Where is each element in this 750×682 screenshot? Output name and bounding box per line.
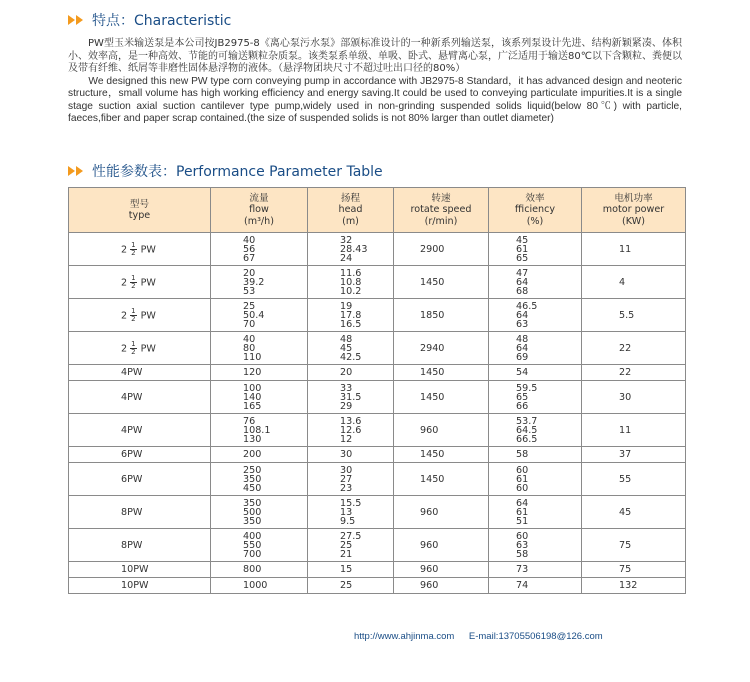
cell-flow-value: 20 xyxy=(243,267,256,279)
cell-efficiency-value: 66.5 xyxy=(516,433,538,445)
cell-head-value: 12.6 xyxy=(340,424,362,436)
table-row xyxy=(69,496,686,529)
cell-head-value: 23 xyxy=(340,482,353,494)
cell-speed xyxy=(394,365,489,381)
cell-flow-value: 40 xyxy=(243,234,256,246)
cell-flow-value: 350 xyxy=(243,497,262,509)
cell-flow xyxy=(211,529,308,562)
header-type: 型号 type xyxy=(69,188,211,233)
cell-head-value: 31.5 xyxy=(340,391,362,403)
cell-type xyxy=(69,233,211,266)
cell-efficiency xyxy=(489,529,582,562)
cell-efficiency-value: 60 xyxy=(516,482,529,494)
cell-power-value: 11 xyxy=(619,243,632,255)
cell-head-value: 24 xyxy=(340,252,353,264)
cell-head-value: 27 xyxy=(340,473,353,485)
table-row xyxy=(69,414,686,447)
cell-flow-value: 56 xyxy=(243,243,256,255)
cell-flow xyxy=(211,381,308,414)
cell-flow-value: 108.1 xyxy=(243,424,271,436)
cell-efficiency-value: 63 xyxy=(516,539,529,551)
cell-efficiency-value: 60 xyxy=(516,530,529,542)
header-head: 扬程 head (m) xyxy=(308,188,394,233)
type-whole: 2 xyxy=(121,244,128,255)
cell-flow-value: 500 xyxy=(243,506,262,518)
cell-head-value: 25 xyxy=(340,539,353,551)
cell-efficiency-value: 73 xyxy=(516,564,529,575)
type-value xyxy=(69,341,210,356)
cell-power-value: 55 xyxy=(619,473,632,485)
fraction-half: $\frac{1}{2}$ xyxy=(131,240,136,257)
cell-head-value: 17.8 xyxy=(340,309,362,321)
cell-speed-value: 2900 xyxy=(420,243,445,255)
cell-efficiency-value: 60 xyxy=(516,464,529,476)
type-value: 4PW xyxy=(121,424,143,436)
type-value: 4PW xyxy=(121,391,143,403)
cell-flow-value: 76 xyxy=(243,415,256,427)
header-power: 电机功率 motor power (KW) xyxy=(582,188,686,233)
cell-head-value: 9.5 xyxy=(340,515,356,527)
cell-speed xyxy=(394,414,489,447)
header-efficiency: 效率 fficiency (%) xyxy=(489,188,582,233)
cell-flow-value: 80 xyxy=(243,342,256,354)
cell-power-value: 132 xyxy=(619,580,638,591)
cell-flow-value: 130 xyxy=(243,433,262,445)
table-row xyxy=(69,233,686,266)
cell-flow-value: 700 xyxy=(243,548,262,560)
cell-efficiency xyxy=(489,496,582,529)
cell-type xyxy=(69,299,211,332)
table-row xyxy=(69,447,686,463)
cell-efficiency-value: 54 xyxy=(516,367,529,378)
cell-type xyxy=(69,365,211,381)
cell-speed xyxy=(394,562,489,578)
cell-flow-value: 800 xyxy=(243,564,262,575)
cell-efficiency-value: 48 xyxy=(516,333,529,345)
cell-efficiency-value: 61 xyxy=(516,473,529,485)
cell-speed xyxy=(394,496,489,529)
cell-power xyxy=(582,414,686,447)
cell-efficiency-value: 65 xyxy=(516,252,529,264)
double-arrow-icon xyxy=(68,15,84,25)
cell-flow-value: 1000 xyxy=(243,580,268,591)
cell-power xyxy=(582,266,686,299)
cell-head xyxy=(308,414,394,447)
cell-speed-value: 1450 xyxy=(420,367,445,378)
characteristic-title: 特点：Characteristic xyxy=(92,13,232,29)
type-suffix: PW xyxy=(140,343,156,354)
cell-efficiency-value: 64 xyxy=(516,497,529,509)
cell-flow xyxy=(211,266,308,299)
cell-type xyxy=(69,381,211,414)
cell-efficiency-value: 45 xyxy=(516,234,529,246)
type-value xyxy=(69,308,210,323)
table-row xyxy=(69,463,686,496)
table-row xyxy=(69,562,686,578)
cell-head-value: 30 xyxy=(340,464,353,476)
cell-speed-value: 2940 xyxy=(420,342,445,354)
cell-speed xyxy=(394,266,489,299)
cell-efficiency-value: 69 xyxy=(516,351,529,363)
cell-power xyxy=(582,447,686,463)
cell-flow xyxy=(211,233,308,266)
characteristic-heading xyxy=(68,10,231,30)
cell-flow-value: 50.4 xyxy=(243,309,265,321)
cell-type xyxy=(69,332,211,365)
cell-head-value: 19 xyxy=(340,300,353,312)
cell-efficiency xyxy=(489,266,582,299)
table-row xyxy=(69,578,686,594)
cell-flow-value: 350 xyxy=(243,473,262,485)
cell-speed xyxy=(394,299,489,332)
cell-flow xyxy=(211,496,308,529)
cell-head-value: 20 xyxy=(340,367,353,378)
cell-head-value: 16.5 xyxy=(340,318,362,330)
header-flow: 流量 flow (m³/h) xyxy=(211,188,308,233)
cell-efficiency-value: 58 xyxy=(516,548,529,560)
cell-power xyxy=(582,529,686,562)
cell-power xyxy=(582,381,686,414)
cell-efficiency xyxy=(489,463,582,496)
cell-head xyxy=(308,529,394,562)
cell-power-value: 37 xyxy=(619,449,632,460)
cell-head-value: 12 xyxy=(340,433,353,445)
cell-head-value: 10.8 xyxy=(340,276,362,288)
cell-flow-value: 140 xyxy=(243,391,262,403)
cell-flow-value: 40 xyxy=(243,333,256,345)
cell-power xyxy=(582,299,686,332)
cell-speed-value: 1450 xyxy=(420,473,445,485)
cell-speed xyxy=(394,233,489,266)
table-row xyxy=(69,266,686,299)
cell-power xyxy=(582,332,686,365)
cell-efficiency-value: 53.7 xyxy=(516,415,538,427)
cell-efficiency-value: 63 xyxy=(516,318,529,330)
type-whole: 2 xyxy=(121,277,128,288)
type-value xyxy=(69,242,210,257)
cell-flow-value: 53 xyxy=(243,285,256,297)
type-value: 6PW xyxy=(121,473,143,485)
email-link[interactable]: E-mail:13705506198@126.com xyxy=(468,631,603,642)
cell-head xyxy=(308,233,394,266)
cell-flow xyxy=(211,299,308,332)
cell-efficiency xyxy=(489,299,582,332)
cell-speed-value: 960 xyxy=(420,564,439,575)
cell-speed xyxy=(394,332,489,365)
cell-flow-value: 550 xyxy=(243,539,262,551)
cell-power xyxy=(582,463,686,496)
table-row xyxy=(69,381,686,414)
cell-efficiency-value: 59.5 xyxy=(516,382,538,394)
type-suffix: PW xyxy=(140,277,156,288)
table-body xyxy=(69,233,686,594)
cell-flow-value: 350 xyxy=(243,515,262,527)
cell-head-value: 11.6 xyxy=(340,267,362,279)
type-suffix: PW xyxy=(140,310,156,321)
cell-flow-value: 450 xyxy=(243,482,262,494)
performance-heading xyxy=(68,161,383,181)
cell-speed xyxy=(394,578,489,594)
footer-contact xyxy=(354,631,603,642)
cell-type xyxy=(69,562,211,578)
cell-efficiency xyxy=(489,365,582,381)
cell-flow-value: 200 xyxy=(243,449,262,460)
type-value: 8PW xyxy=(121,506,143,518)
cell-head-value: 13 xyxy=(340,506,353,518)
cell-head xyxy=(308,381,394,414)
cell-speed-value: 1850 xyxy=(420,309,445,321)
type-whole: 2 xyxy=(121,343,128,354)
cell-flow xyxy=(211,332,308,365)
cell-head-value: 13.6 xyxy=(340,415,362,427)
cell-speed-value: 1450 xyxy=(420,449,445,460)
cell-speed-value: 1450 xyxy=(420,391,445,403)
cell-flow-value: 25 xyxy=(243,300,256,312)
cell-efficiency xyxy=(489,447,582,463)
cell-efficiency-value: 64 xyxy=(516,342,529,354)
cell-flow-value: 165 xyxy=(243,400,262,412)
cell-power xyxy=(582,233,686,266)
cell-flow xyxy=(211,447,308,463)
cell-head-value: 29 xyxy=(340,400,353,412)
cell-head-value: 10.2 xyxy=(340,285,362,297)
cell-power-value: 22 xyxy=(619,342,632,354)
cell-type xyxy=(69,463,211,496)
performance-table xyxy=(68,187,686,594)
cell-efficiency-value: 61 xyxy=(516,243,529,255)
performance-title: 性能参数表：Performance Parameter Table xyxy=(92,164,383,180)
cell-efficiency xyxy=(489,332,582,365)
type-whole: 2 xyxy=(121,310,128,321)
fraction-half: $\frac{1}{2}$ xyxy=(131,339,136,356)
cell-flow-value: 250 xyxy=(243,464,262,476)
website-link[interactable]: http://www.ahjinma.com xyxy=(354,631,455,642)
cell-head xyxy=(308,463,394,496)
cell-head-value: 15.5 xyxy=(340,497,362,509)
cell-speed-value: 960 xyxy=(420,506,439,518)
cell-head xyxy=(308,562,394,578)
cell-head xyxy=(308,299,394,332)
cell-head xyxy=(308,266,394,299)
cell-head-value: 42.5 xyxy=(340,351,362,363)
cell-head-value: 45 xyxy=(340,342,353,354)
cell-flow xyxy=(211,365,308,381)
cell-head xyxy=(308,447,394,463)
cell-flow-value: 100 xyxy=(243,382,262,394)
cell-flow-value: 400 xyxy=(243,530,262,542)
cell-head-value: 33 xyxy=(340,382,353,394)
cell-speed-value: 960 xyxy=(420,424,439,436)
cell-efficiency-value: 47 xyxy=(516,267,529,279)
cell-power xyxy=(582,365,686,381)
cell-efficiency-value: 68 xyxy=(516,285,529,297)
type-value: 6PW xyxy=(121,449,143,460)
cell-flow-value: 70 xyxy=(243,318,256,330)
cell-head-value: 28.43 xyxy=(340,243,368,255)
cell-speed xyxy=(394,381,489,414)
cell-speed xyxy=(394,447,489,463)
cell-efficiency-value: 58 xyxy=(516,449,529,460)
cell-type xyxy=(69,447,211,463)
cell-efficiency-value: 66 xyxy=(516,400,529,412)
cell-head-value: 30 xyxy=(340,449,353,460)
cell-type xyxy=(69,578,211,594)
cell-flow xyxy=(211,578,308,594)
type-value: 10PW xyxy=(121,564,149,575)
cell-efficiency xyxy=(489,562,582,578)
cell-efficiency xyxy=(489,414,582,447)
cell-speed xyxy=(394,529,489,562)
cell-efficiency-value: 65 xyxy=(516,391,529,403)
cell-efficiency xyxy=(489,233,582,266)
cell-head-value: 15 xyxy=(340,564,353,575)
cell-power-value: 75 xyxy=(619,564,632,575)
fraction-half: $\frac{1}{2}$ xyxy=(131,306,136,323)
cell-power-value: 5.5 xyxy=(619,309,635,321)
cell-power-value: 45 xyxy=(619,506,632,518)
cell-power xyxy=(582,562,686,578)
cell-head xyxy=(308,332,394,365)
cell-head-value: 21 xyxy=(340,548,353,560)
cell-speed-value: 1450 xyxy=(420,276,445,288)
cell-power-value: 75 xyxy=(619,539,632,551)
cell-efficiency xyxy=(489,578,582,594)
cell-power-value: 30 xyxy=(619,391,632,403)
table-row xyxy=(69,299,686,332)
cell-type xyxy=(69,529,211,562)
cell-flow xyxy=(211,463,308,496)
cell-head xyxy=(308,578,394,594)
type-value xyxy=(69,275,210,290)
double-arrow-icon xyxy=(68,166,84,176)
cell-head-value: 32 xyxy=(340,234,353,246)
cell-efficiency-value: 51 xyxy=(516,515,529,527)
cell-flow xyxy=(211,562,308,578)
cell-efficiency-value: 64 xyxy=(516,276,529,288)
cell-flow xyxy=(211,414,308,447)
table-row xyxy=(69,365,686,381)
cell-head-value: 48 xyxy=(340,333,353,345)
cell-power xyxy=(582,578,686,594)
cell-flow-value: 39.2 xyxy=(243,276,265,288)
characteristic-cn-paragraph: PW型玉米输送泵是本公司按JB2975-8《离心泵污水泵》部颁标准设计的一种新系列输送泵，该系列泵设计先进、结构新颖紧凑、体积小、效率高，是一种高效、节能的可输送颗粒杂质泵。该类泵系单级、单吸、卧式、悬臂离心泵，广泛适用于输送80℃以下含颗粒、粪便以及带有纤维、纸屑等非磨性固体悬浮物的液体。（悬浮物团块尺寸不超过吐出口径的80%） xyxy=(68,38,682,74)
cell-head xyxy=(308,365,394,381)
type-suffix: PW xyxy=(140,244,156,255)
table-row xyxy=(69,332,686,365)
cell-head-value: 25 xyxy=(340,580,353,591)
fraction-half: $\frac{1}{2}$ xyxy=(131,273,136,290)
cell-flow-value: 67 xyxy=(243,252,256,264)
cell-power-value: 22 xyxy=(619,367,632,378)
cell-type xyxy=(69,496,211,529)
characteristic-en-paragraph: We designed this new PW type corn conveying pump in accordance with JB2975-8 Standard，it has advanced design and neoteric structure，small volume has high working efficiency and energy saving.It could be used to conveying particulate impurities.It is a single stage suction axial suction cantilever type pump,widely used in non-grinding suspended solids liquid(below 80℃) with particle, faeces,fiber and paper scrap contained.(the size of suspended solids is not 80% larger than outlet diameter) xyxy=(68,75,682,124)
type-value: 4PW xyxy=(121,367,143,378)
cell-efficiency-value: 64.5 xyxy=(516,424,538,436)
cell-type xyxy=(69,414,211,447)
type-value: 8PW xyxy=(121,539,143,551)
cell-speed xyxy=(394,463,489,496)
cell-power-value: 4 xyxy=(619,276,626,288)
cell-efficiency-value: 64 xyxy=(516,309,529,321)
table-row xyxy=(69,529,686,562)
cell-efficiency-value: 74 xyxy=(516,580,529,591)
cell-flow-value: 110 xyxy=(243,351,262,363)
table-header-row xyxy=(69,188,686,233)
type-value: 10PW xyxy=(121,580,149,591)
cell-power-value: 11 xyxy=(619,424,632,436)
cell-head-value: 27.5 xyxy=(340,530,362,542)
cell-power xyxy=(582,496,686,529)
cell-flow-value: 120 xyxy=(243,367,262,378)
cell-efficiency-value: 46.5 xyxy=(516,300,538,312)
header-speed: 转速 rotate speed (r/min) xyxy=(394,188,489,233)
cell-efficiency xyxy=(489,381,582,414)
cell-speed-value: 960 xyxy=(420,539,439,551)
cell-head xyxy=(308,496,394,529)
characteristic-text xyxy=(68,38,682,126)
cell-type xyxy=(69,266,211,299)
cell-speed-value: 960 xyxy=(420,580,439,591)
cell-efficiency-value: 61 xyxy=(516,506,529,518)
